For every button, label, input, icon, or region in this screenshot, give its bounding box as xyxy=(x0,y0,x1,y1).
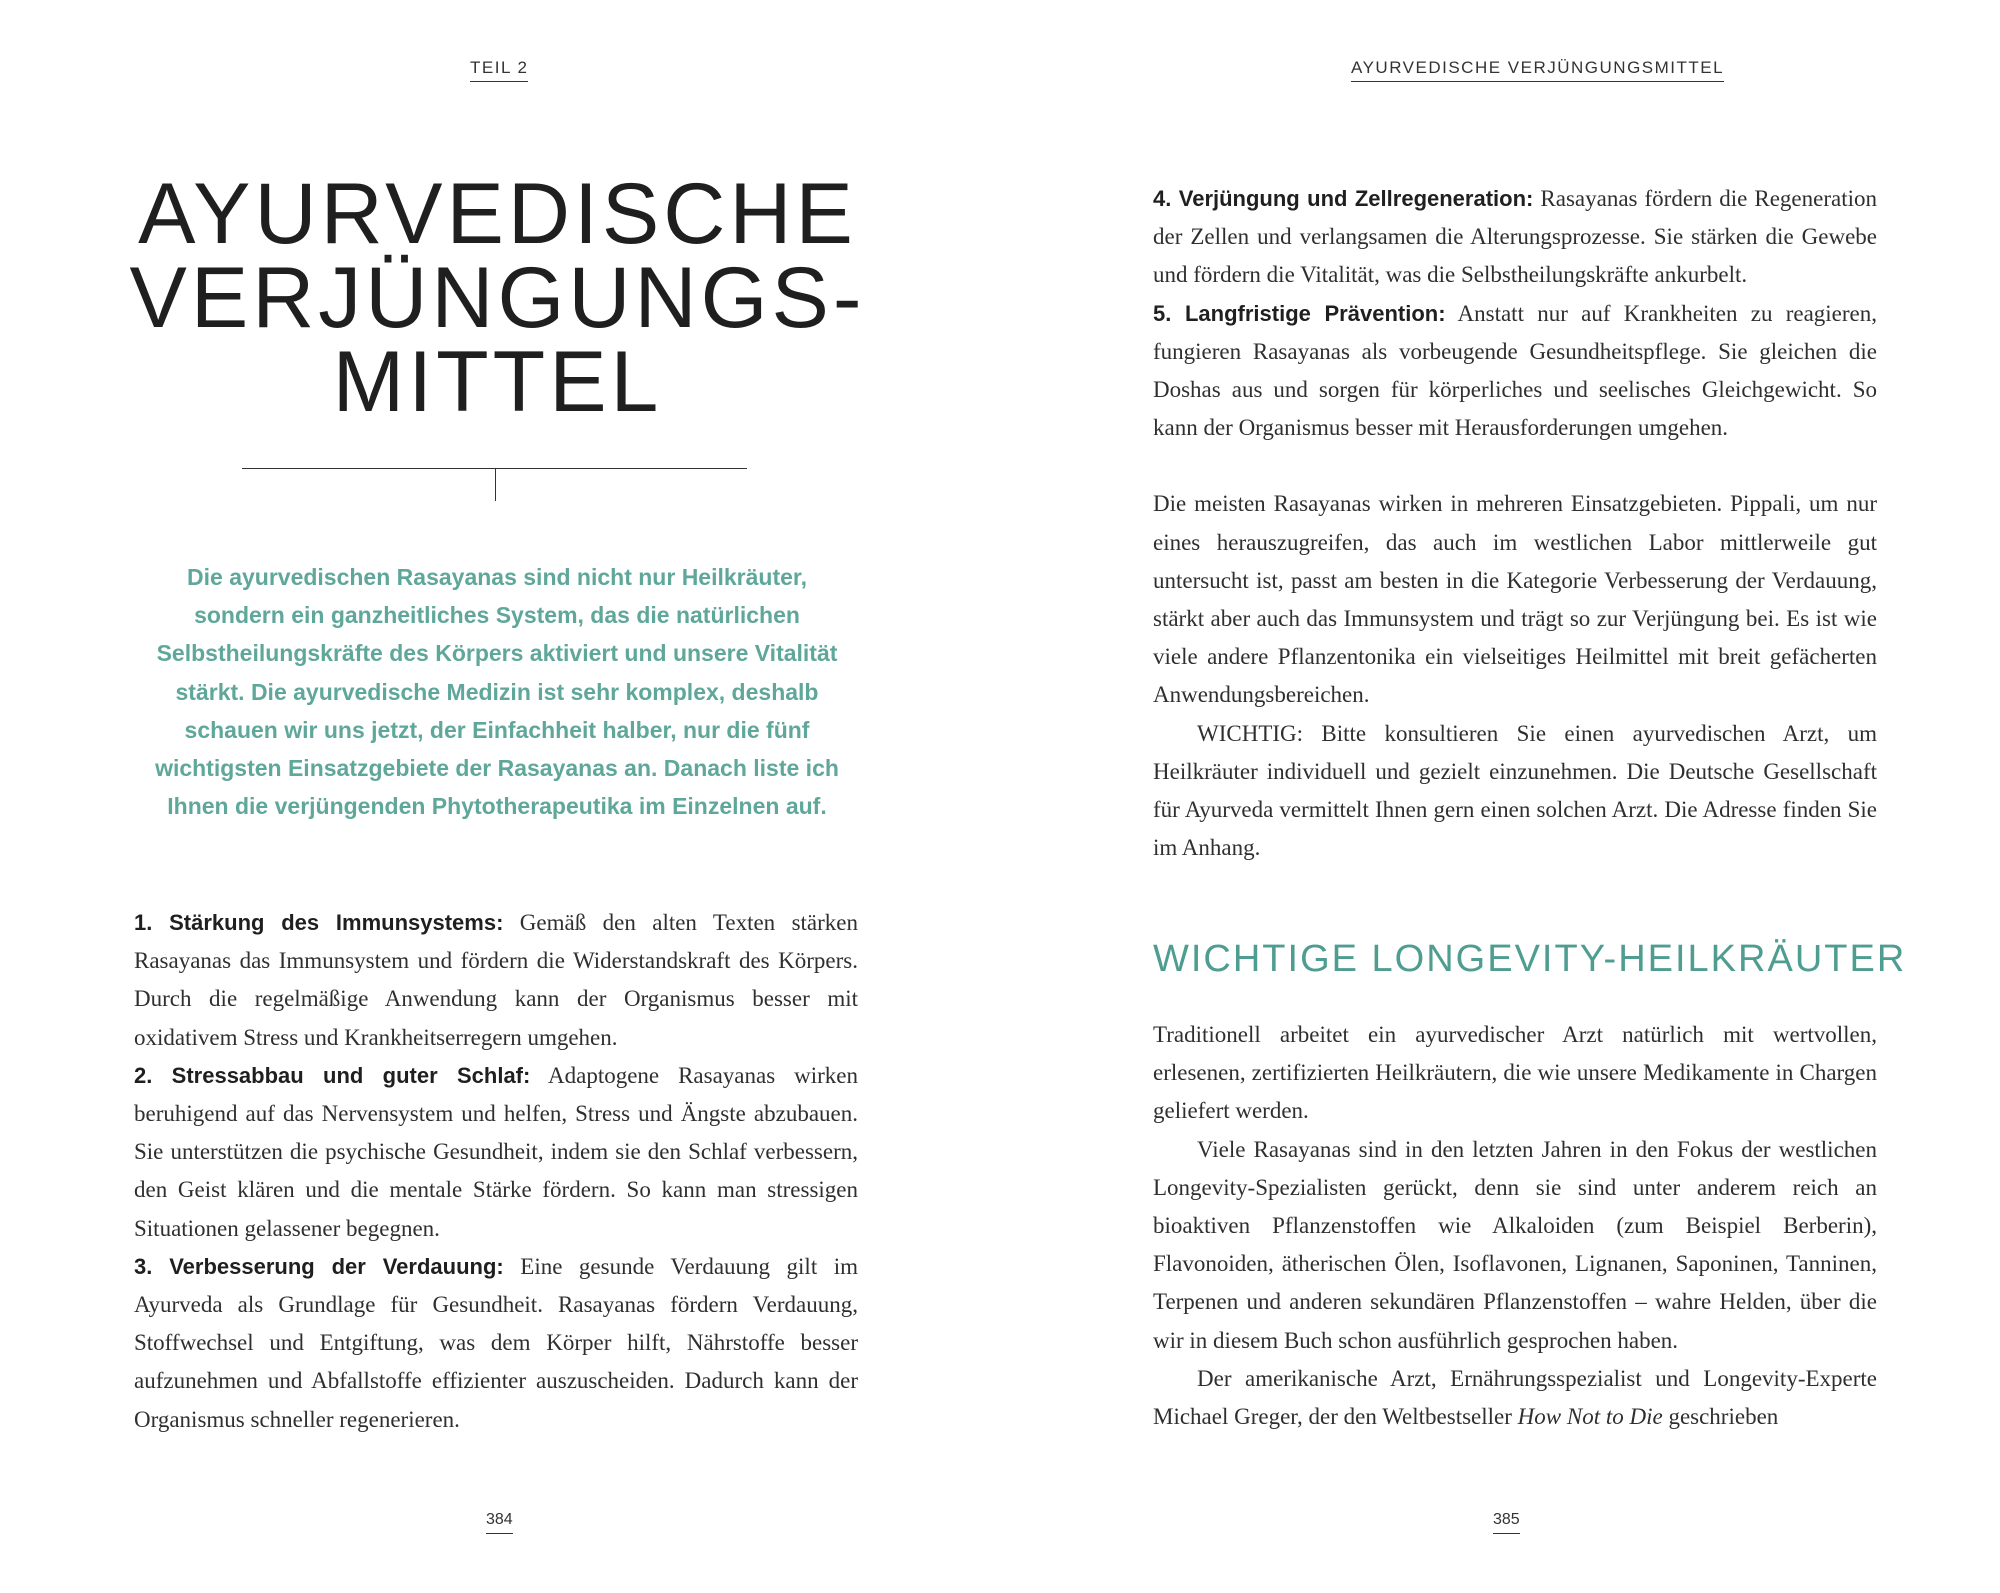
list-item-heading: 2. Stressabbau und guter Schlaf: xyxy=(134,1062,531,1088)
list-item xyxy=(1153,180,1877,295)
list-item-heading: 4. Verjüngung und Zellregeneration: xyxy=(1153,186,1534,211)
paragraph-pippali: Die meisten Rasayanas wirken in mehreren Einsatzgebieten. Pippali, um nur eines herauszugreifen, das auch im westlichen Labor mittlerweile gut untersucht ist, passt am besten in die Kategorie Verbesserung der Verdauung, stärkt aber auch das Immunsystem und trägt so zur Verjüngung bei. Es ist wie viele andere Pflanzentonika ein vielseitiges Heilmittel mit breit gefächerten Anwendungsbereichen. xyxy=(1153,491,1877,708)
page-number-left: 384 xyxy=(486,1510,513,1534)
book-title: How Not to Die xyxy=(1517,1404,1663,1430)
list-item xyxy=(134,1248,858,1439)
chapter-title-line: VERJÜNGUNGS- xyxy=(129,250,866,346)
list-item xyxy=(134,904,858,1057)
list-item-text: Eine gesunde Verdauung gilt im Ayurveda als Grundlage für Gesundheit. Rasayanas fördern Verdauung, Stoffwechsel und Entgiftung, was dem Körper hilft, Nährstoffe besser aufzunehmen und Abfallstoffe effizienter auszuscheiden. Dadurch kann der Organismus schneller regenerieren. xyxy=(134,1253,859,1432)
running-head-left: TEIL 2 xyxy=(470,58,528,82)
list-item-heading: 3. Verbesserung der Verdauung: xyxy=(134,1253,504,1279)
paragraph-viele: Viele Rasayanas sind in den letzten Jahren in den Fokus der westlichen Longevity-Spezialisten gerückt, denn sie sind unter anderem reich an bioaktiven Pflanzenstoffen wie Alkaloiden (zum Beispiel Berberin), Flavonoiden, ätherischen Ölen, Isoflavonen, Lignanen, Saponinen, Tanninen, Terpenen und anderen sekundären Pflanzenstoffen – wahre Helden, über die wir in diesem Buch schon ausführlich gesprochen haben. xyxy=(1153,1136,1877,1353)
list-item xyxy=(134,1057,858,1248)
section-heading: WICHTIGE LONGEVITY-HEILKRÄUTER xyxy=(1153,938,1907,980)
body-text-right-bottom xyxy=(1153,1016,1877,1436)
paragraph-greger-end: geschrieben xyxy=(1662,1404,1779,1430)
list-item-text: Anstatt nur auf Krankheiten zu reagieren, fungieren Rasayanas als vorbeugende Gesundheitspflege. Sie gleichen die Doshas aus und sorgen für körperliches und seelisches Gleichgewicht. So kann der Organismus besser mit Herausforderungen umgehen. xyxy=(1153,300,1877,441)
paragraph-traditionell: Traditionell arbeitet ein ayurvedischer Arzt natürlich mit wertvollen, erlesenen, zertifizierten Heilkräutern, die wie unsere Medikamente in Chargen geliefert werden. xyxy=(1153,1022,1877,1124)
chapter-title-line: AYURVEDISCHE xyxy=(138,166,857,262)
chapter-title-line: MITTEL xyxy=(332,334,663,430)
list-item-text: Adaptogene Rasayanas wirken beruhigend auf das Nervensystem und helfen, Stress und Ängste abzubauen. Sie unterstützen die psychische Gesundheit, indem sie den Schlaf verbessern, den Geist klären und die mentale Stärke fördern. So kann man stressigen Situationen gelassener begegnen. xyxy=(134,1062,858,1241)
intro-paragraph: Die ayurvedischen Rasayanas sind nicht nur Heilkräuter, sondern ein ganzheitliches System, das die natürlichen Selbstheilungskräfte des Körpers aktiviert und unsere Vitalität stärkt. Die ayurvedische Medizin ist sehr komplex, deshalb schauen wir uns jetzt, der Einfachheit halber, nur die fünf wichtigsten Einsatzgebiete der Rasayanas an. Danach liste ich Ihnen die verjüngenden Phytotherapeutika im Einzelnen auf. xyxy=(155,564,839,820)
paragraph-wichtig: WICHTIG: Bitte konsultieren Sie einen ayurvedischen Arzt, um Heilkräuter individuell und gezielt einzunehmen. Die Deutsche Gesellschaft für Ayurveda vermittelt Ihnen gern einen solchen Arzt. Die Adresse finden Sie im Anhang. xyxy=(1153,720,1877,861)
paragraph-greger-start: Der amerikanische Arzt, Ernährungsspezialist und Longevity-Experte Michael Greger, der den Weltbestseller xyxy=(1153,1365,1877,1430)
paragraph-greger xyxy=(1153,1360,1877,1436)
list-item-heading: 5. Langfristige Prävention: xyxy=(1153,300,1446,326)
title-divider-stem xyxy=(495,469,496,501)
list-item xyxy=(1153,295,1877,448)
right-page xyxy=(1000,0,2000,1593)
page-number-right: 385 xyxy=(1493,1510,1520,1534)
chapter-title xyxy=(100,166,895,430)
list-item-text: Rasayanas fördern die Regeneration der Zellen und verlangsamen die Alterungsprozesse. Sie stärken die Gewebe und fördern die Vitalität, was die Selbstheilungskräfte ankurbelt. xyxy=(1153,186,1877,288)
list-item-text: Gemäß den alten Texten stärken Rasayanas das Immunsystem und fördern die Widerstandskraft des Körpers. Durch die regelmäßige Anwendung kann der Organismus besser mit oxidativem Stress und Krankheitserregern umgehen. xyxy=(134,910,858,1050)
running-head-right: AYURVEDISCHE VERJÜNGUNGSMITTEL xyxy=(1351,58,1724,82)
body-text-left xyxy=(134,904,858,1439)
list-item-heading: 1. Stärkung des Immunsystems: xyxy=(134,910,504,935)
body-text-right-top xyxy=(1153,180,1877,867)
